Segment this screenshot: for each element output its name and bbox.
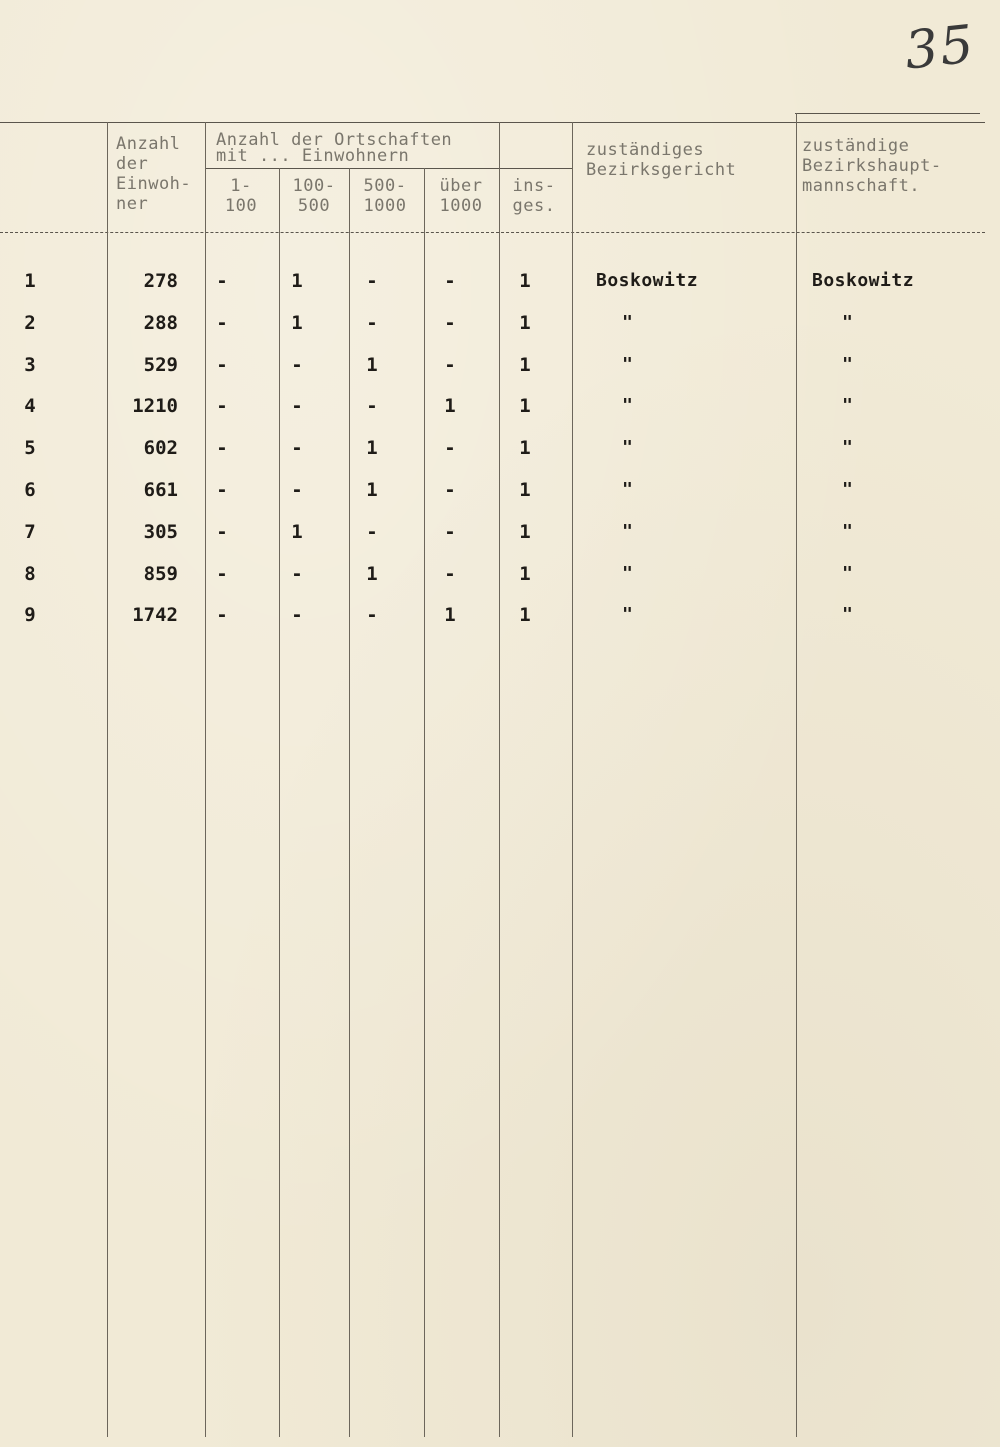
- row-number: 5: [24, 437, 36, 459]
- count-500-1000: -: [366, 270, 378, 292]
- count-100-500: -: [291, 479, 303, 501]
- header-ortschaften-group: Anzahl der Ortschaften mit ... Einwohnern: [216, 130, 453, 166]
- einwohner-value: 288: [143, 312, 178, 334]
- einwohner-value: 529: [143, 354, 178, 376]
- column-divider: [349, 168, 350, 1437]
- bezirksgericht-value: ": [622, 395, 634, 416]
- count-ueber-1000: -: [444, 479, 456, 501]
- bezirksgericht-value: ": [622, 354, 634, 375]
- header-bottom-rule: [0, 232, 985, 233]
- einwohner-value: 1210: [132, 395, 178, 417]
- header-insges: ins- ges.: [512, 176, 556, 216]
- header-1-100: 1- 100: [224, 176, 258, 216]
- bezirkshauptmannschaft-value: ": [842, 521, 854, 542]
- count-insges: 1: [519, 521, 531, 543]
- count-insges: 1: [519, 563, 531, 585]
- count-100-500: -: [291, 437, 303, 459]
- column-divider: [499, 122, 500, 1437]
- count-100-500: 1: [291, 312, 303, 334]
- bezirkshauptmannschaft-value: ": [842, 354, 854, 375]
- einwohner-value: 305: [143, 521, 178, 543]
- header-100-500: 100- 500: [292, 176, 336, 216]
- einwohner-value: 278: [143, 270, 178, 292]
- count-100-500: -: [291, 604, 303, 626]
- count-ueber-1000: -: [444, 437, 456, 459]
- count-1-100: -: [216, 437, 228, 459]
- einwohner-value: 661: [143, 479, 178, 501]
- einwohner-value: 1742: [132, 604, 178, 626]
- bezirkshauptmannschaft-value: ": [842, 604, 854, 625]
- count-500-1000: -: [366, 604, 378, 626]
- count-500-1000: -: [366, 312, 378, 334]
- bezirksgericht-value: Boskowitz: [596, 270, 699, 291]
- einwohner-value: 859: [143, 563, 178, 585]
- subheader-rule: [205, 168, 572, 169]
- bezirksgericht-value: ": [622, 563, 634, 584]
- table-top-rule-short: [795, 113, 980, 114]
- row-number: 4: [24, 395, 36, 417]
- bezirkshauptmannschaft-value: ": [842, 312, 854, 333]
- row-number: 3: [24, 354, 36, 376]
- count-500-1000: 1: [366, 354, 378, 376]
- handwritten-page-number: 35: [902, 14, 979, 82]
- count-100-500: -: [291, 395, 303, 417]
- count-100-500: 1: [291, 270, 303, 292]
- count-ueber-1000: -: [444, 270, 456, 292]
- bezirksgericht-value: ": [622, 521, 634, 542]
- count-500-1000: -: [366, 395, 378, 417]
- column-divider: [572, 122, 573, 1437]
- count-insges: 1: [519, 479, 531, 501]
- count-1-100: -: [216, 604, 228, 626]
- count-insges: 1: [519, 270, 531, 292]
- row-number: 2: [24, 312, 36, 334]
- row-number: 9: [24, 604, 36, 626]
- count-1-100: -: [216, 270, 228, 292]
- einwohner-value: 602: [143, 437, 178, 459]
- row-number: 6: [24, 479, 36, 501]
- header-bezirkshauptmannschaft: zuständige Bezirkshaupt- mannschaft.: [802, 136, 942, 196]
- bezirkshauptmannschaft-value: ": [842, 437, 854, 458]
- count-1-100: -: [216, 563, 228, 585]
- header-anzahl-einwohner: Anzahl der Einwoh- ner: [116, 134, 192, 214]
- count-ueber-1000: 1: [444, 604, 456, 626]
- count-100-500: -: [291, 563, 303, 585]
- count-100-500: 1: [291, 521, 303, 543]
- table-top-rule: [0, 122, 985, 123]
- count-ueber-1000: 1: [444, 395, 456, 417]
- bezirkshauptmannschaft-value: ": [842, 395, 854, 416]
- column-divider: [424, 168, 425, 1437]
- bezirkshauptmannschaft-value: ": [842, 563, 854, 584]
- row-number: 7: [24, 521, 36, 543]
- bezirkshauptmannschaft-value: Boskowitz: [812, 270, 915, 291]
- count-500-1000: 1: [366, 563, 378, 585]
- count-1-100: -: [216, 395, 228, 417]
- count-insges: 1: [519, 395, 531, 417]
- bezirksgericht-value: ": [622, 312, 634, 333]
- count-ueber-1000: -: [444, 521, 456, 543]
- bezirkshauptmannschaft-value: ": [842, 479, 854, 500]
- count-insges: 1: [519, 354, 531, 376]
- count-500-1000: 1: [366, 479, 378, 501]
- row-number: 8: [24, 563, 36, 585]
- count-ueber-1000: -: [444, 354, 456, 376]
- count-500-1000: -: [366, 521, 378, 543]
- bezirksgericht-value: ": [622, 604, 634, 625]
- count-insges: 1: [519, 437, 531, 459]
- header-ueber-1000: über 1000: [439, 176, 483, 216]
- header-bezirksgericht: zuständiges Bezirksgericht: [586, 140, 737, 180]
- column-divider: [796, 113, 797, 1437]
- bezirksgericht-value: ": [622, 479, 634, 500]
- count-1-100: -: [216, 479, 228, 501]
- count-100-500: -: [291, 354, 303, 376]
- count-1-100: -: [216, 312, 228, 334]
- count-500-1000: 1: [366, 437, 378, 459]
- count-ueber-1000: -: [444, 312, 456, 334]
- count-1-100: -: [216, 521, 228, 543]
- count-1-100: -: [216, 354, 228, 376]
- header-500-1000: 500- 1000: [363, 176, 407, 216]
- bezirksgericht-value: ": [622, 437, 634, 458]
- count-insges: 1: [519, 312, 531, 334]
- row-number: 1: [24, 270, 36, 292]
- count-ueber-1000: -: [444, 563, 456, 585]
- count-insges: 1: [519, 604, 531, 626]
